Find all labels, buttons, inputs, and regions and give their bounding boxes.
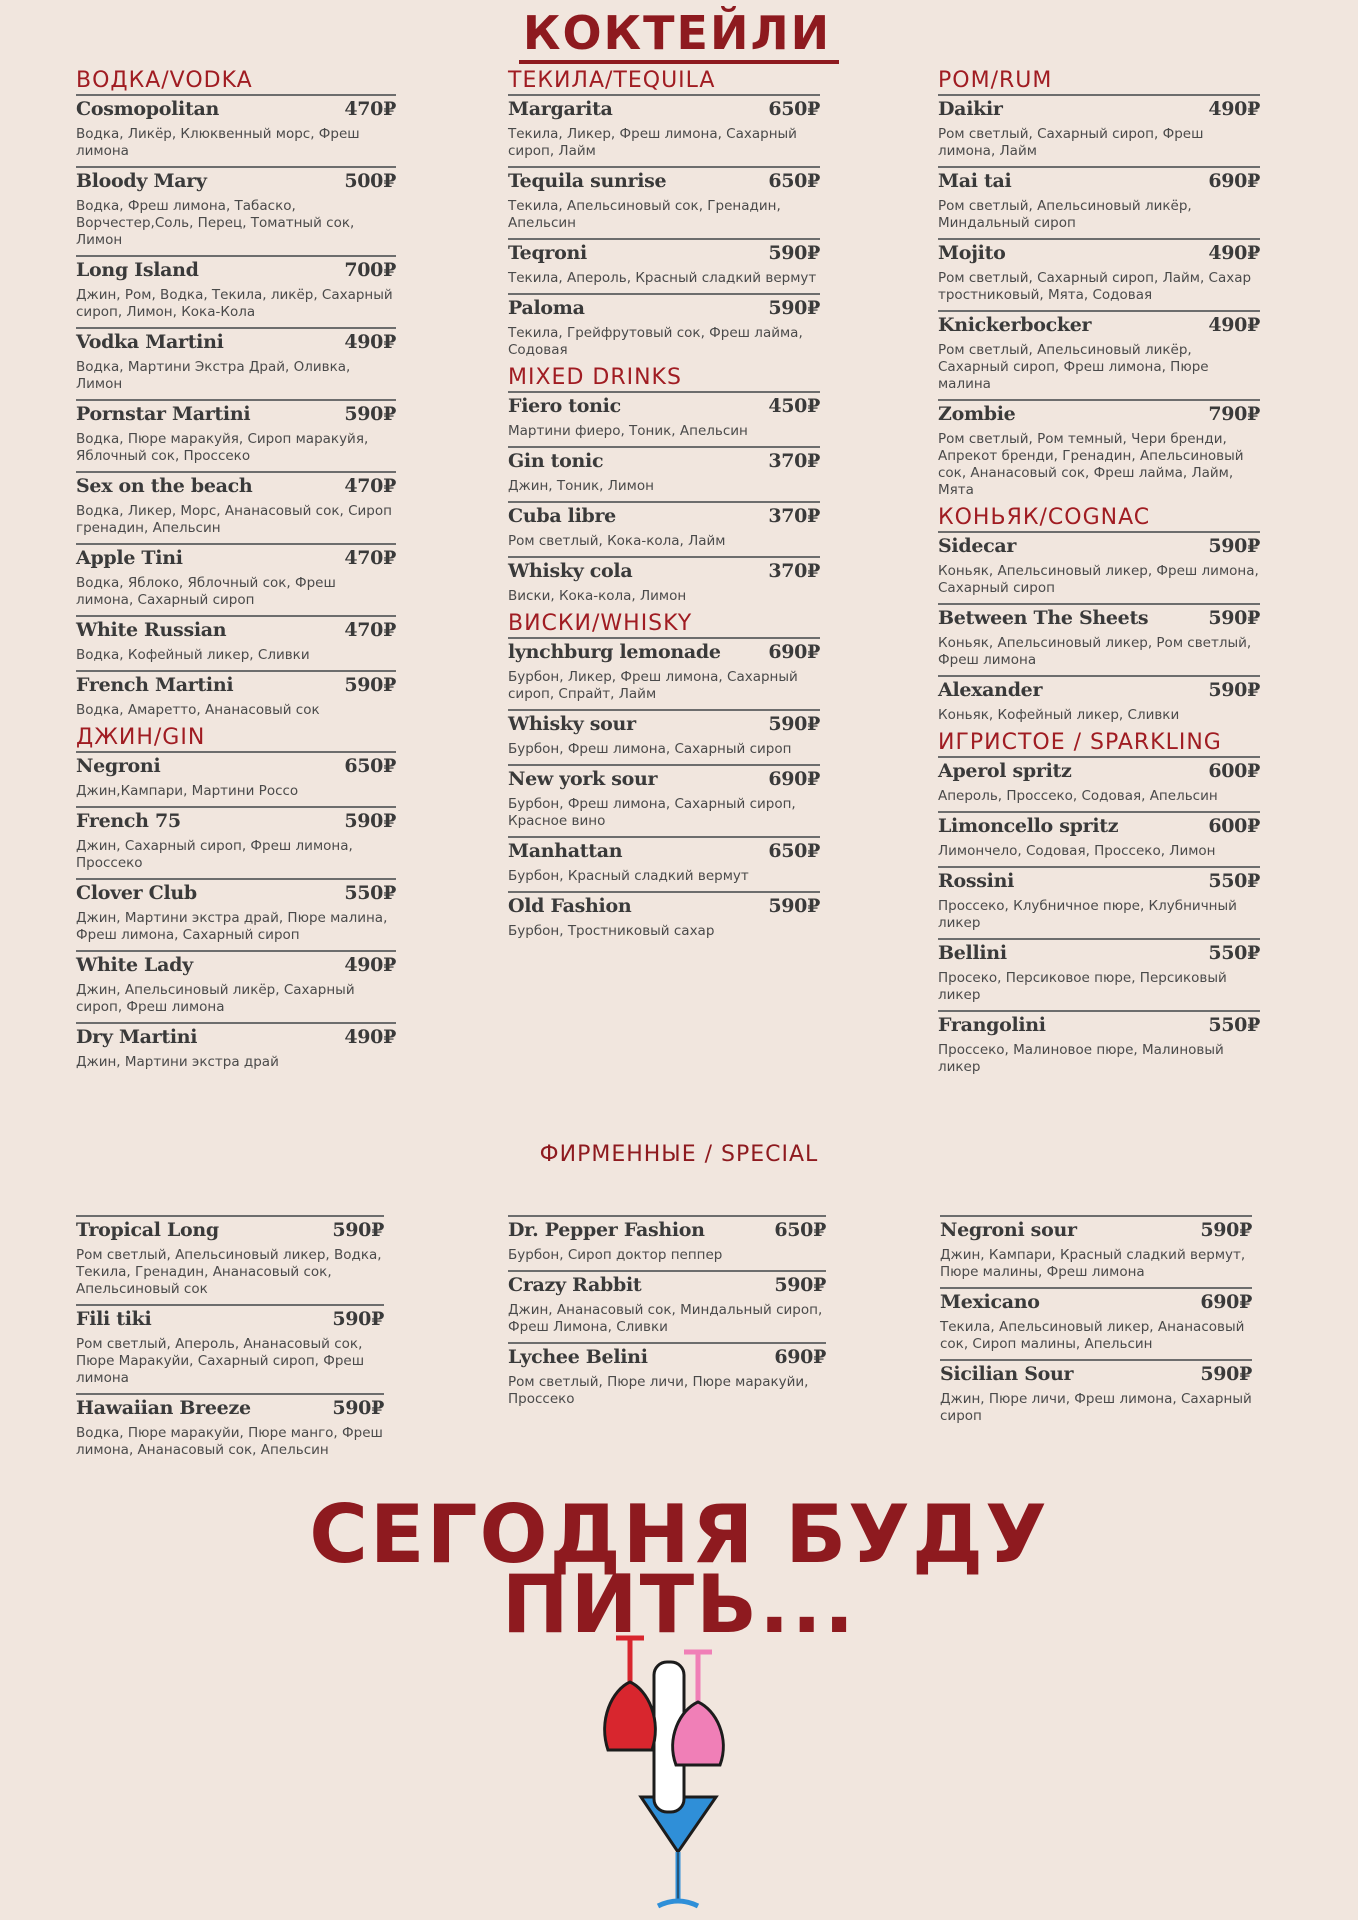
menu-item-row — [938, 403, 1260, 425]
menu-item-row — [76, 98, 396, 120]
item-name: Hawaiian Breeze — [76, 1397, 251, 1419]
item-price: 690₽ — [768, 768, 820, 790]
menu-item — [76, 1304, 384, 1387]
menu-item — [76, 1393, 384, 1459]
item-price: 590₽ — [768, 297, 820, 319]
item-price: 650₽ — [768, 98, 820, 120]
menu-item — [508, 446, 820, 495]
menu-item-row — [508, 395, 820, 417]
menu-column-center — [508, 64, 820, 946]
item-price: 490₽ — [1208, 98, 1260, 120]
section-heading: ВИСКИ/WHISKY — [508, 611, 693, 636]
item-description: Текила, Апельсиновый сок, Гренадин, Апельсин — [508, 198, 781, 231]
item-description: Водка, Пюре маракуйи, Пюре манго, Фреш лимона, Ананасовый сок, Апельсин — [76, 1425, 383, 1458]
item-name: Aperol spritz — [938, 760, 1072, 782]
section-heading: ТЕКИЛА/TEQUILA — [508, 68, 716, 93]
menu-item-row — [76, 475, 396, 497]
item-name: Frangolini — [938, 1014, 1046, 1036]
menu-item — [76, 950, 396, 1016]
menu-item-row — [508, 895, 820, 917]
item-price: 490₽ — [1208, 242, 1260, 264]
menu-item — [508, 1215, 826, 1264]
item-description: Текила, Ликер, Фреш лимона, Сахарный сироп, Лайм — [508, 126, 797, 159]
menu-item — [76, 806, 396, 872]
special-column-center — [508, 1215, 826, 1414]
item-price: 490₽ — [1208, 314, 1260, 336]
special-heading: ФИРМЕННЫЕ / SPECIAL — [539, 1142, 819, 1167]
item-price: 550₽ — [1208, 870, 1260, 892]
item-description: Виски, Кока-кола, Лимон — [508, 588, 687, 604]
menu-item-row — [76, 259, 396, 281]
item-description: Текила, Грейфрутовый сок, Фреш лайма, Содовая — [508, 325, 803, 358]
menu-item-row — [508, 242, 820, 264]
menu-item — [938, 756, 1260, 805]
menu-item — [938, 310, 1260, 393]
menu-item — [508, 1342, 826, 1408]
item-description: Водка, Фреш лимона, Табаско, Ворчестер,Соль, Перец, Томатный сок, Лимон — [76, 198, 355, 248]
item-name: Zombie — [938, 403, 1016, 425]
menu-item-row — [76, 810, 396, 832]
item-price: 590₽ — [774, 1274, 826, 1296]
item-description: Коньяк, Апельсиновый ликер, Ром светлый, Фреш лимона — [938, 635, 1252, 668]
menu-item — [76, 399, 396, 465]
item-description: Бурбон, Ликер, Фреш лимона, Сахарный сироп, Спрайт, Лайм — [508, 669, 798, 702]
item-price: 490₽ — [344, 954, 396, 976]
special-column-right — [940, 1215, 1252, 1431]
item-description: Лимончело, Содовая, Проссеко, Лимон — [938, 843, 1216, 859]
item-price: 590₽ — [332, 1397, 384, 1419]
menu-item — [508, 293, 820, 359]
menu-item-row — [938, 535, 1260, 557]
menu-item-row — [508, 560, 820, 582]
menu-item-row — [940, 1363, 1252, 1385]
item-description: Ром светлый, Сахарный сироп, Лайм, Сахар тростниковый, Мята, Содовая — [938, 270, 1252, 303]
item-description: Ром светлый, Кока-кола, Лайм — [508, 533, 726, 549]
menu-item-row — [938, 942, 1260, 964]
item-name: Mai tai — [938, 170, 1012, 192]
item-description: Коньяк, Апельсиновый ликер, Фреш лимона, Сахарный сироп — [938, 563, 1259, 596]
menu-item — [508, 166, 820, 232]
menu-item-row — [938, 815, 1260, 837]
item-name: Rossini — [938, 870, 1015, 892]
item-price: 470₽ — [344, 547, 396, 569]
item-price: 370₽ — [768, 450, 820, 472]
item-price: 590₽ — [332, 1219, 384, 1241]
menu-item — [508, 238, 820, 287]
menu-item — [508, 836, 820, 885]
menu-item-row — [940, 1291, 1252, 1313]
item-price: 590₽ — [1208, 535, 1260, 557]
item-name: Cosmopolitan — [76, 98, 219, 120]
item-name: Old Fashion — [508, 895, 632, 917]
menu-item-row — [938, 170, 1260, 192]
item-description: Ром светлый, Ром темный, Чери бренди, Апрекот бренди, Гренадин, Апельсиновый сок, Ананасовый сок, Фреш лайма, Лайм, Мята — [938, 431, 1244, 498]
item-name: Negroni sour — [940, 1219, 1077, 1241]
item-description: Текила, Апельсиновый ликер, Ананасовый сок, Сироп малины, Апельсин — [940, 1319, 1245, 1352]
item-price: 650₽ — [344, 755, 396, 777]
menu-item-row — [938, 870, 1260, 892]
menu-item — [938, 866, 1260, 932]
item-description: Джин, Кампари, Красный сладкий вермут, Пюре малины, Фреш лимона — [940, 1247, 1246, 1280]
item-description: Джин, Мартини экстра драй, Пюре малина, Фреш лимона, Сахарный сироп — [76, 910, 388, 943]
menu-item-row — [76, 619, 396, 641]
item-description: Апероль, Проссеко, Содовая, Апельсин — [938, 788, 1218, 804]
menu-item — [76, 543, 396, 609]
item-description: Водка, Яблоко, Яблочный сок, Фреш лимона, Сахарный сироп — [76, 575, 336, 608]
menu-item — [76, 1022, 396, 1071]
item-name: Teqroni — [508, 242, 587, 264]
menu-item — [508, 764, 820, 830]
menu-item-row — [938, 679, 1260, 701]
item-price: 600₽ — [1208, 815, 1260, 837]
item-price: 490₽ — [344, 1026, 396, 1048]
menu-item-row — [508, 768, 820, 790]
menu-item-row — [76, 1219, 384, 1241]
item-description: Ром светлый, Сахарный сироп, Фреш лимона, Лайм — [938, 126, 1204, 159]
item-name: Bloody Mary — [76, 170, 207, 192]
item-description: Водка, Мартини Экстра Драй, Оливка, Лимон — [76, 359, 351, 392]
glasses-illustration — [596, 1630, 746, 1915]
menu-column-left — [76, 64, 396, 1077]
item-price: 370₽ — [768, 505, 820, 527]
section-heading: MIXED DRINKS — [508, 365, 682, 390]
item-name: Between The Sheets — [938, 607, 1149, 629]
item-price: 470₽ — [344, 475, 396, 497]
menu-item-row — [76, 170, 396, 192]
item-price: 590₽ — [1200, 1219, 1252, 1241]
item-name: French Martini — [76, 674, 234, 696]
page-title-text: КОКТЕЙЛИ — [519, 6, 839, 64]
item-name: Sicilian Sour — [940, 1363, 1074, 1385]
item-description: Джин, Ананасовый сок, Миндальный сироп, Фреш Лимона, Сливки — [508, 1302, 823, 1335]
item-description: Бурбон, Красный сладкий вермут — [508, 868, 749, 884]
item-description: Джин, Ром, Водка, Текила, ликёр, Сахарный сироп, Лимон, Кока-Кола — [76, 287, 393, 320]
menu-item — [938, 531, 1260, 597]
item-price: 500₽ — [344, 170, 396, 192]
menu-item-row — [508, 641, 820, 663]
menu-item-row — [76, 1026, 396, 1048]
item-name: Fiero tonic — [508, 395, 621, 417]
item-description: Текила, Апероль, Красный сладкий вермут — [508, 270, 817, 286]
item-price: 650₽ — [768, 840, 820, 862]
menu-item-row — [938, 314, 1260, 336]
item-name: Tequila sunrise — [508, 170, 667, 192]
item-description: Бурбон, Фреш лимона, Сахарный сироп, Красное вино — [508, 796, 796, 829]
item-description: Ром светлый, Апельсиновый ликер, Водка, Текила, Гренадин, Ананасовый сок, Апельсиновый сок — [76, 1247, 382, 1297]
menu-item-row — [938, 1014, 1260, 1036]
item-name: White Lady — [76, 954, 193, 976]
item-description: Бурбон, Фреш лимона, Сахарный сироп — [508, 741, 792, 757]
menu-item-row — [938, 98, 1260, 120]
menu-item — [76, 1215, 384, 1298]
item-name: Long Island — [76, 259, 199, 281]
menu-item-row — [76, 331, 396, 353]
menu-item — [938, 811, 1260, 860]
item-description: Водка, Ликёр, Клюквенный морс, Фреш лимона — [76, 126, 360, 159]
item-price: 450₽ — [768, 395, 820, 417]
slogan-line-2: ПИТЬ... — [501, 1558, 857, 1651]
item-name: Pornstar Martini — [76, 403, 251, 425]
item-name: Alexander — [938, 679, 1043, 701]
item-price: 370₽ — [768, 560, 820, 582]
item-price: 590₽ — [344, 403, 396, 425]
item-description: Ром светлый, Апельсиновый ликёр, Миндальный сироп — [938, 198, 1192, 231]
menu-column-right — [938, 64, 1260, 1082]
item-description: Проссеко, Клубничное пюре, Клубничный ликер — [938, 898, 1237, 931]
item-name: Bellini — [938, 942, 1007, 964]
item-description: Бурбон, Сироп доктор пеппер — [508, 1247, 723, 1263]
menu-item — [508, 891, 820, 940]
item-price: 650₽ — [768, 170, 820, 192]
menu-item — [938, 94, 1260, 160]
item-price: 690₽ — [768, 641, 820, 663]
item-description: Ром светлый, Апероль, Ананасовый сок, Пюре Маракуйи, Сахарный сироп, Фреш лимона — [76, 1336, 365, 1386]
menu-item-row — [508, 1274, 826, 1296]
item-description: Проссеко, Малиновое пюре, Малиновый ликер — [938, 1042, 1224, 1075]
item-name: Mexicano — [940, 1291, 1040, 1313]
menu-item-row — [940, 1219, 1252, 1241]
item-name: Whisky cola — [508, 560, 633, 582]
item-description: Джин, Апельсиновый ликёр, Сахарный сироп, Фреш лимона — [76, 982, 355, 1015]
section-heading: РОМ/RUM — [938, 68, 1053, 93]
menu-item-row — [76, 1397, 384, 1419]
menu-item-row — [76, 954, 396, 976]
menu-item — [76, 166, 396, 249]
item-name: Cuba libre — [508, 505, 616, 527]
menu-item-row — [76, 674, 396, 696]
menu-item — [76, 615, 396, 664]
item-name: Limoncello spritz — [938, 815, 1119, 837]
menu-item — [508, 1270, 826, 1336]
item-name: Sidecar — [938, 535, 1017, 557]
item-price: 590₽ — [1200, 1363, 1252, 1385]
menu-item — [508, 501, 820, 550]
martini-glass-blue-icon — [641, 1797, 716, 1906]
special-column-left — [76, 1215, 384, 1465]
menu-item-row — [938, 607, 1260, 629]
menu-item — [938, 675, 1260, 724]
item-price: 550₽ — [1208, 942, 1260, 964]
section-heading: КОНЬЯК/COGNAC — [938, 505, 1151, 530]
item-description: Джин, Мартини экстра драй — [76, 1054, 279, 1070]
item-name: White Russian — [76, 619, 227, 641]
item-description: Просеко, Персиковое пюре, Персиковый ликер — [938, 970, 1227, 1003]
menu-item — [938, 238, 1260, 304]
menu-item-row — [938, 760, 1260, 782]
item-description: Водка, Кофейный ликер, Сливки — [76, 647, 310, 663]
item-price: 690₽ — [1200, 1291, 1252, 1313]
menu-item — [508, 94, 820, 160]
menu-item — [508, 391, 820, 440]
menu-item — [508, 709, 820, 758]
section-heading: ДЖИН/GIN — [76, 725, 206, 750]
item-name: New york sour — [508, 768, 658, 790]
menu-item — [76, 471, 396, 537]
menu-item — [76, 327, 396, 393]
item-name: Fili tiki — [76, 1308, 152, 1330]
item-price: 590₽ — [332, 1308, 384, 1330]
menu-item-row — [508, 450, 820, 472]
menu-item-row — [76, 403, 396, 425]
item-description: Водка, Пюре маракуйя, Сироп маракуйя, Яблочный сок, Проссеко — [76, 431, 369, 464]
menu-item — [76, 94, 396, 160]
page-title — [0, 6, 1358, 60]
item-price: 650₽ — [774, 1219, 826, 1241]
menu-item-row — [508, 713, 820, 735]
item-name: Margarita — [508, 98, 613, 120]
item-price: 490₽ — [344, 331, 396, 353]
item-price: 590₽ — [768, 895, 820, 917]
item-name: Clover Club — [76, 882, 197, 904]
item-price: 590₽ — [768, 713, 820, 735]
section-heading: ИГРИСТОЕ / SPARKLING — [938, 730, 1222, 755]
item-description: Джин, Пюре личи, Фреш лимона, Сахарный сироп — [940, 1391, 1252, 1424]
item-name: lynchburg lemonade — [508, 641, 721, 663]
item-name: Negroni — [76, 755, 161, 777]
item-name: Knickerbocker — [938, 314, 1092, 336]
menu-item-row — [508, 840, 820, 862]
item-price: 590₽ — [768, 242, 820, 264]
item-price: 590₽ — [1208, 607, 1260, 629]
menu-item — [938, 603, 1260, 669]
slogan-line-1: СЕГОДНЯ БУДУ — [309, 1488, 1049, 1581]
menu-item-row — [76, 882, 396, 904]
item-description: Джин, Сахарный сироп, Фреш лимона, Проссеко — [76, 838, 353, 871]
item-name: Apple Tini — [76, 547, 183, 569]
item-price: 700₽ — [344, 259, 396, 281]
item-name: Manhattan — [508, 840, 623, 862]
menu-item — [76, 255, 396, 321]
item-price: 590₽ — [344, 810, 396, 832]
menu-item-row — [508, 1346, 826, 1368]
item-price: 550₽ — [1208, 1014, 1260, 1036]
item-name: French 75 — [76, 810, 181, 832]
menu-item-row — [508, 170, 820, 192]
item-description: Мартини фиеро, Тоник, Апельсин — [508, 423, 748, 439]
menu-item — [940, 1359, 1252, 1425]
menu-item — [940, 1215, 1252, 1281]
menu-item — [76, 751, 396, 800]
menu-item-row — [76, 547, 396, 569]
menu-item — [940, 1287, 1252, 1353]
item-name: Tropical Long — [76, 1219, 219, 1241]
item-description: Джин, Тоник, Лимон — [508, 478, 654, 494]
item-price: 600₽ — [1208, 760, 1260, 782]
item-description: Бурбон, Тростниковый сахар — [508, 923, 715, 939]
menu-item-row — [508, 1219, 826, 1241]
item-name: Daikir — [938, 98, 1003, 120]
section-heading: ВОДКА/VODKA — [76, 68, 253, 93]
item-description: Водка, Ликер, Морс, Ананасовый сок, Сироп гренадин, Апельсин — [76, 503, 392, 536]
menu-item — [76, 878, 396, 944]
item-price: 590₽ — [1208, 679, 1260, 701]
menu-item-row — [76, 755, 396, 777]
item-description: Джин,Кампари, Мартини Россо — [76, 783, 299, 799]
wine-glass-red-icon — [605, 1638, 656, 1750]
item-price: 690₽ — [774, 1346, 826, 1368]
item-price: 690₽ — [1208, 170, 1260, 192]
menu-item-row — [508, 505, 820, 527]
menu-item — [938, 166, 1260, 232]
menu-item — [508, 556, 820, 605]
item-price: 550₽ — [344, 882, 396, 904]
menu-item-row — [76, 1308, 384, 1330]
menu-item-row — [508, 98, 820, 120]
item-name: Gin tonic — [508, 450, 604, 472]
item-description: Ром светлый, Пюре личи, Пюре маракуйи, Проссеко — [508, 1374, 809, 1407]
item-name: Dr. Pepper Fashion — [508, 1219, 705, 1241]
item-price: 470₽ — [344, 98, 396, 120]
item-description: Коньяк, Кофейный ликер, Сливки — [938, 707, 1180, 723]
item-description: Ром светлый, Апельсиновый ликёр, Сахарный сироп, Фреш лимона, Пюре малина — [938, 342, 1209, 392]
slogan — [0, 1488, 1358, 1651]
menu-item — [76, 670, 396, 719]
item-price: 470₽ — [344, 619, 396, 641]
item-name: Mojito — [938, 242, 1006, 264]
item-name: Dry Martini — [76, 1026, 198, 1048]
menu-item — [508, 637, 820, 703]
item-name: Whisky sour — [508, 713, 636, 735]
item-name: Crazy Rabbit — [508, 1274, 642, 1296]
menu-item — [938, 399, 1260, 499]
menu-item — [938, 1010, 1260, 1076]
item-name: Vodka Martini — [76, 331, 224, 353]
item-name: Paloma — [508, 297, 585, 319]
menu-item — [938, 938, 1260, 1004]
item-name: Sex on the beach — [76, 475, 253, 497]
item-description: Водка, Амаретто, Ананасовый сок — [76, 702, 320, 718]
menu-item-row — [508, 297, 820, 319]
item-name: Lychee Belini — [508, 1346, 648, 1368]
menu-item-row — [938, 242, 1260, 264]
item-price: 790₽ — [1208, 403, 1260, 425]
item-price: 590₽ — [344, 674, 396, 696]
